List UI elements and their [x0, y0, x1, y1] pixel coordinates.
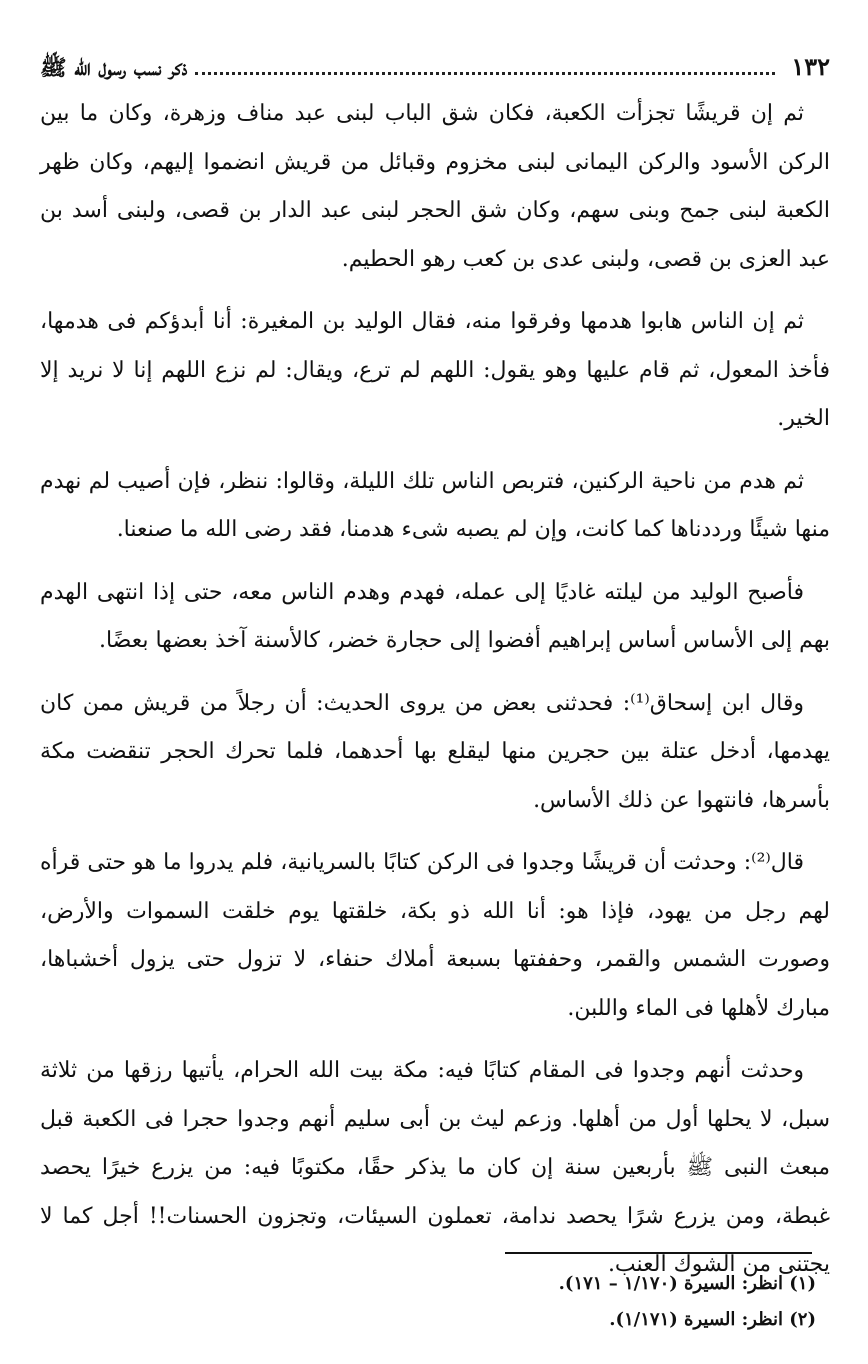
- paragraph: قال⁽²⁾: وحدثت أن قريشًا وجدوا فى الركن كتابًا بالسريانية، فلم يدروا ما هو حتى قرأه لهم رجل من يهود، فإذا هو: أنا الله ذو بكة، خلقتها يوم خلقت السموات والأرض، وصورت الشمس والقمر، وحففتها بسبعة أملاك حنفاء، لا تزول حتى يزول أخشباها، مبارك لأهلها فى الماء واللبن.: [40, 850, 830, 1021]
- footnote-1: (١) انظر: السيرة (١/١٧٠ – ١٧١).: [558, 1273, 816, 1294]
- running-head-title: ذكر نسب رسول الله ﷺ: [40, 55, 188, 81]
- footnotes: [396, 1266, 816, 1338]
- page-number: ١٣٢: [791, 52, 830, 81]
- body-text: [40, 90, 830, 1290]
- paragraph: ثم هدم من ناحية الركنين، فتربص الناس تلك الليلة، وقالوا: ننظر، فإن أصيب لم نهدم منها شيئًا ورددناها كما كانت، وإن لم يصبه شىء هدمنا، فقد رضى الله ما صنعنا.: [40, 468, 830, 542]
- header-dot-leader: [195, 71, 775, 75]
- paragraph: ثم إن قريشًا تجزأت الكعبة، فكان شق الباب لبنى عبد مناف وزهرة، وكان ما بين الركن الأسود والركن اليمانى لبنى مخزوم وقبائل من قريش انضموا إليهم، وكان ظهر الكعبة لبنى جمح وبنى سهم، وكان شق الحجر لبنى عبد الدار بن قصى، ولبنى أسد بن عبد العزى بن قصى، ولبنى عدى بن كعب رهو الحطيم.: [40, 101, 830, 272]
- book-page: [40, 50, 830, 1304]
- paragraph: وقال ابن إسحاق⁽¹⁾: فحدثنى بعض من يروى الحديث: أن رجلاً من قريش ممن كان يهدمها، أدخل عتلة بين حجرين منها ليقلع بها أحدهما، فلما تحرك الحجر تنقضت مكة بأسرها، فانتهوا عن ذلك الأساس.: [40, 690, 830, 813]
- footnote-separator: [505, 1252, 812, 1254]
- footnote-2: (٢) انظر: السيرة (١/١٧١).: [609, 1309, 816, 1330]
- paragraph: وحدثت أنهم وجدوا فى المقام كتابًا فيه: مكة بيت الله الحرام، يأتيها رزقها من ثلاثة سبل، لا يحلها أول من أهلها. وزعم ليث بن أبى سليم أنهم وجدوا حجرا فى الكعبة قبل مبعث النبى ﷺ بأربعين سنة إن كان ما يذكر حقًا، مكتوبًا فيه: من يزرع خيرًا يحصد غبطة، ومن يزرع شرًا يحصد ندامة، تعملون السيئات، وتجزون الحسنات!! أجل كما لا يجتنى من الشوك العنب.: [40, 1058, 830, 1277]
- running-head: [40, 50, 830, 86]
- paragraph: ثم إن الناس هابوا هدمها وفرقوا منه، فقال الوليد بن المغيرة: أنا أبدؤكم فى هدمها، فأخذ المعول، ثم قام عليها وهو يقول: اللهم لم ترع، ويقال: لم نزع اللهم إنا لا نريد إلا الخير.: [40, 309, 830, 431]
- paragraph: فأصبح الوليد من ليلته غاديًا إلى عمله، فهدم وهدم الناس معه، حتى إذا انتهى الهدم بهم إلى الأساس أساس إبراهيم أفضوا إلى حجارة خضر، كالأسنة آخذ بعضها بعضًا.: [40, 579, 830, 653]
